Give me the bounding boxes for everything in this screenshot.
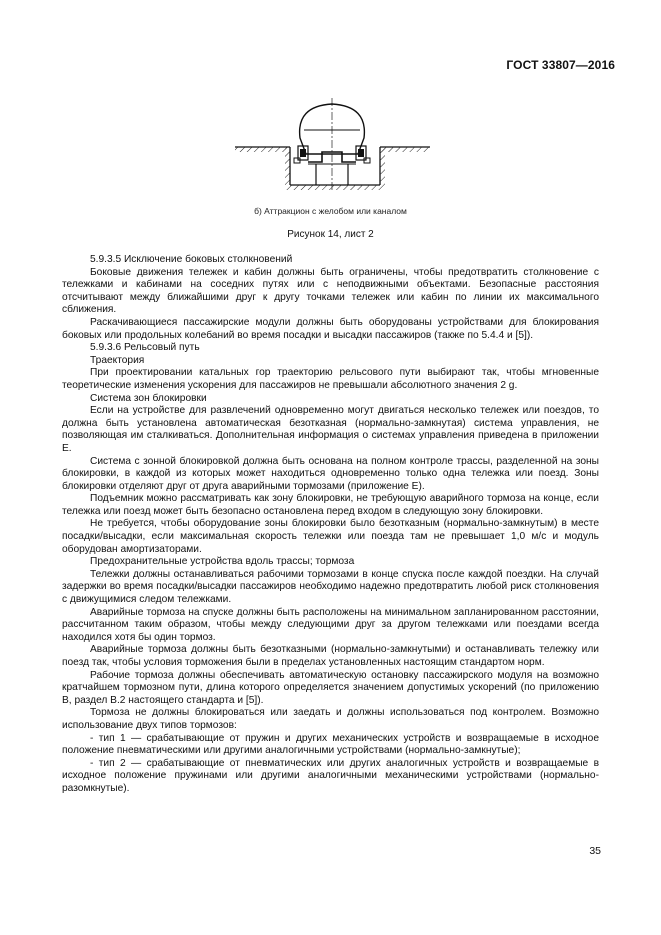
paragraph: Подъемник можно рассматривать как зону блокировки, не требующую аварийного тормоза на конце, если тележка или поезд может быть безопасно остановлена перед входом в следующую зону блокировки. [62, 493, 599, 517]
paragraph: Не требуется, чтобы оборудование зоны блокировки было безотказным (нормально-замкнутым) в месте посадки/высадки, если максимальная скорость тележки или поезда там не превышает 1,0 м/с и модуль оборудован амортизаторами. [62, 518, 599, 555]
standard-header: ГОСТ 33807—2016 [506, 58, 615, 72]
paragraph: Если на устройстве для развлечений одновременно могут двигаться несколько тележек или поездов, то должна быть установлена автоматическая безотказная (нормально-замкнутая) система управления, не позволяющая им сталкиваться. Дополнительная информация о системах управления приведена в приложении Е. [62, 405, 599, 454]
paragraph: 5.9.3.5 Исключение боковых столкновений [90, 254, 293, 265]
figure-caption: Рисунок 14, лист 2 [287, 229, 374, 240]
list-item: - тип 2 — срабатывающие от пневматических или других аналогичных устройств и возвращаемые в исходное положение пружинами или другими аналогичными механическими устройствами (нормально-разомкнутые). [62, 757, 599, 794]
paragraph: Предохранительные устройства вдоль трассы; тормоза [90, 556, 355, 568]
attraction-trough-drawing [230, 98, 435, 193]
paragraph: Траектория [90, 354, 145, 366]
list-item: - тип 1 — срабатывающие от пружин и других механических устройств и возвращаемые в исходное положение пневматическими или другими аналогичными устройствами (нормально-замкнутые); [62, 732, 599, 757]
paragraph: Тормоза не должны блокироваться или заедать и должны использоваться под контролем. Возможно использование двух типов тормозов: [62, 707, 599, 731]
paragraph: При проектировании катальных гор траекторию рельсового пути выбирают так, чтобы мгновенные теоретические изменения ускорения для пассажиров не превышали абсолютного значения 2 g. [62, 367, 599, 391]
body-text [62, 254, 599, 796]
paragraph: 5.9.3.6 Рельсовый путь [90, 342, 200, 354]
paragraph: Тележки должны останавливаться рабочими тормозами в конце спуска после каждой поездки. На случай задержки во время посадки/высадки пассажиров необходимо надежно предотвратить любой риск столкновения с движущимися следом тележками. [62, 568, 599, 606]
paragraph: Аварийные тормоза должны быть безотказными (нормально-замкнутыми) и останавливать тележку или поезд так, чтобы условия торможения были в пределах установленных настоящим стандартом норм. [62, 644, 599, 668]
figure-drawing [230, 98, 435, 193]
figure-subcaption: б) Аттракцион с желобом или каналом [254, 206, 407, 216]
paragraph: Аварийные тормоза на спуске должны быть расположены на минимальном запланированном расстоянии, рассчитанном таким образом, чтобы между следующими друг за другом тележками или поездами всегда находился хотя бы один тормоз. [62, 606, 599, 643]
paragraph: Система зон блокировки [90, 392, 207, 404]
paragraph: Рабочие тормоза должны обеспечивать автоматическую остановку пассажирского модуля на возможно кратчайшем тормозном пути, длина которого определяется значением допустимых ускорений (по приложению В, раздел В.2 настоящего стандарта и [5]). [62, 669, 599, 706]
paragraph: Раскачивающиеся пассажирские модули должны быть оборудованы устройствами для блокирования боковых или продольных колебаний во время посадки и высадки пассажиров (также по 5.4.4 и [5]). [62, 316, 599, 341]
page-number: 35 [589, 845, 601, 857]
paragraph: Боковые движения тележек и кабин должны быть ограничены, чтобы предотвратить столкновение с тележками и кабинами на соседних путях или с неподвижными объектами. Безопасные расстояния отсчитывают между ближайшими друг к другу точками тележек или кабин по линии их максимального сближения. [62, 266, 599, 316]
paragraph: Система с зонной блокировкой должна быть основана на полном контроле трассы, разделенной на зоны блокировки, в каждой из которых может находиться одновременно только одна тележка или поезд. Зоны блокировки отделяют друг от друга аварийными тормозами (приложение Е). [62, 455, 599, 492]
